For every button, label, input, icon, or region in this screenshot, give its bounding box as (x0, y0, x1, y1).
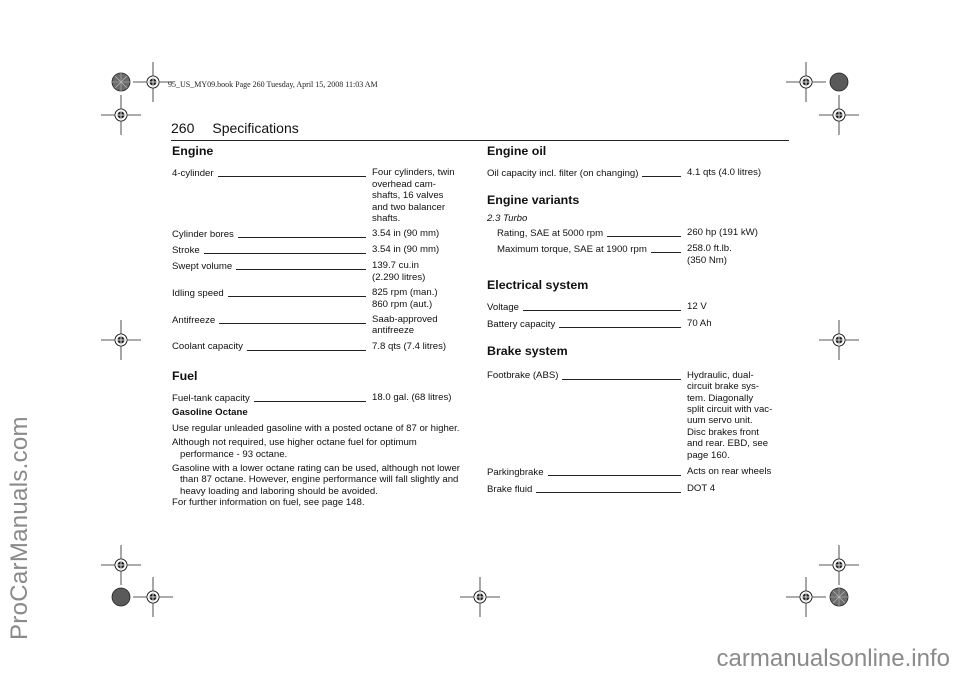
spec-value (372, 314, 438, 337)
leader-line (607, 227, 681, 237)
spec-row (172, 341, 472, 353)
spec-label-cell (487, 167, 687, 179)
spec-label-cell (497, 227, 687, 239)
spec-value-line: (350 Nm) (687, 254, 727, 266)
spec-label: Cylinder bores (172, 229, 234, 241)
spec-value (687, 167, 761, 178)
spec-value (687, 318, 712, 329)
spec-row (497, 227, 787, 239)
leader-line (559, 318, 681, 328)
spec-value-line: page 160. (687, 449, 730, 461)
engine-oil-table (487, 167, 787, 179)
crosshair-icon (133, 577, 173, 617)
spec-label: Fuel-tank capacity (172, 392, 250, 404)
engine-heading: Engine (172, 144, 214, 158)
spec-label: 4-cylinder (172, 168, 214, 179)
crosshair-icon (819, 577, 859, 617)
spec-row (172, 260, 472, 283)
spec-value (372, 228, 439, 239)
spec-label: Maximum torque, SAE at 1900 rpm (497, 243, 647, 255)
spec-value-line: circuit brake sys- (687, 381, 759, 393)
spec-label-cell (172, 244, 372, 256)
watermark-left (4, 280, 52, 680)
spec-row (487, 466, 787, 478)
spec-value-line: Acts on rear wheels (687, 466, 772, 478)
spec-label: Parkingbrake (487, 466, 544, 478)
spec-label-cell (172, 228, 372, 240)
spec-value (372, 260, 425, 283)
spec-value-line: 12 V (687, 301, 707, 313)
book-header: 95_US_MY09.book Page 260 Tuesday, April 15, 2008 11:03 AM (168, 80, 378, 89)
spec-value-line: Hydraulic, dual- (687, 369, 754, 381)
spec-value-line: split circuit with vac- (687, 404, 773, 416)
spec-label: Oil capacity incl. filter (on changing) (487, 168, 639, 179)
fuel-table (172, 392, 472, 404)
spec-value (372, 287, 438, 310)
spec-value-line: 7.8 qts (7.4 litres) (372, 340, 447, 352)
spec-row (172, 228, 472, 240)
spec-value-line: (2.290 litres) (372, 271, 426, 283)
leader-line (642, 167, 681, 177)
spec-label-cell (497, 243, 687, 255)
fuel-further-info: For further information on fuel, see page 148. (172, 497, 365, 509)
spec-label: Voltage (487, 302, 520, 314)
spec-value-line: 258.0 ft.lb. (687, 243, 732, 255)
leader-line (219, 314, 366, 324)
spec-row (497, 243, 787, 266)
spec-value-line: Disc brakes front (687, 426, 759, 438)
spec-value-line: 3.54 in (90 mm) (372, 244, 440, 256)
spec-label-cell (487, 370, 687, 382)
engine-table (172, 167, 472, 352)
crosshair-icon (819, 95, 859, 135)
leader-line (548, 466, 681, 476)
right-column (487, 146, 787, 495)
leader-line (562, 370, 681, 380)
spec-value-line: and two balancer (372, 201, 446, 213)
spec-value (687, 301, 707, 312)
leader-line (204, 244, 366, 254)
engine-variants-table (487, 227, 787, 266)
spec-label-cell (172, 287, 372, 299)
spec-label-cell (172, 314, 372, 326)
spec-label-cell (487, 466, 687, 478)
spec-value-line: antifreeze (372, 325, 415, 337)
spec-value-line: Saab-approved (372, 314, 438, 326)
fuel-paragraph-3: Gasoline with a lower octane rating can be used, although not lower than 87 octane. However, engine performance will fall slightly and heavy loading and laboring should be avoided. (172, 462, 460, 497)
page-section: Specifications (212, 120, 299, 136)
spec-label: Antifreeze (172, 314, 216, 326)
spec-value-line: 260 hp (191 kW) (687, 227, 758, 239)
spec-label: Footbrake (ABS) (487, 370, 559, 382)
engine-oil-heading: Engine oil (487, 144, 547, 158)
page-heading (171, 120, 299, 136)
spec-label: Coolant capacity (172, 341, 243, 353)
engine-variant-name: 2.3 Turbo (487, 212, 528, 224)
spec-label-cell (487, 301, 687, 313)
spec-value-line: Four cylinders, twin (372, 167, 455, 179)
spec-label-cell (172, 260, 372, 272)
left-column (172, 146, 472, 509)
spec-row (487, 318, 787, 330)
crosshair-icon (819, 320, 859, 360)
spec-value-line: 70 Ah (687, 318, 712, 330)
fuel-paragraph-2: Although not required, use higher octane fuel for optimum performance - 93 octane. (172, 437, 417, 460)
spec-label-cell (172, 341, 372, 353)
spec-label-cell (172, 167, 372, 179)
spec-value (687, 227, 758, 238)
leader-line (536, 483, 681, 493)
spec-value (687, 466, 771, 477)
leader-line (236, 260, 366, 270)
fuel-heading: Fuel (172, 368, 198, 383)
crosshair-icon (101, 95, 141, 135)
spec-row (172, 287, 472, 310)
watermark-left-text: ProCarManuals.com (6, 416, 33, 640)
spec-label: Stroke (172, 245, 200, 257)
spec-value-line: and rear. EBD, see (687, 438, 769, 450)
electrical-heading: Electrical system (487, 278, 589, 293)
engine-variants-heading: Engine variants (487, 193, 580, 208)
spec-row (487, 167, 787, 179)
spec-row (487, 483, 787, 495)
watermark-bottom: carmanualsonline.info (716, 645, 950, 672)
brake-table (487, 370, 787, 495)
electrical-table (487, 301, 787, 330)
leader-line (523, 301, 681, 311)
leader-line (228, 287, 366, 297)
crosshair-icon (460, 577, 500, 617)
spec-label: Rating, SAE at 5000 rpm (497, 227, 604, 239)
spec-label: Swept volume (172, 261, 233, 273)
spec-value-line: uum servo unit. (687, 415, 753, 427)
spec-value (372, 167, 455, 224)
spec-row (172, 244, 472, 256)
header-rule (171, 140, 789, 141)
brake-heading: Brake system (487, 344, 568, 359)
spec-row (172, 167, 472, 224)
leader-line (651, 243, 681, 253)
spec-value (687, 243, 732, 266)
spec-value (687, 483, 715, 494)
leader-line (218, 167, 366, 177)
leader-line (254, 392, 366, 402)
page-number: 260 (171, 120, 195, 136)
spec-value (372, 341, 446, 352)
spec-label: Idling speed (172, 287, 224, 299)
spec-value-line: tem. Diagonally (687, 392, 754, 404)
spec-value (687, 370, 772, 461)
spec-value (372, 244, 439, 255)
spec-value-line: 860 rpm (aut.) (372, 298, 433, 310)
crosshair-icon (101, 320, 141, 360)
spec-value-line: 18.0 gal. (68 litres) (372, 392, 452, 404)
spec-value-line: 3.54 in (90 mm) (372, 228, 440, 240)
spec-value-line: DOT 4 (687, 483, 716, 495)
fuel-paragraph-1: Use regular unleaded gasoline with a posted octane of 87 or higher. (172, 422, 460, 434)
spec-label-cell (172, 392, 372, 404)
octane-heading: Gasoline Octane (172, 407, 248, 419)
spec-label-cell (487, 483, 687, 495)
spec-label: Brake fluid (487, 483, 533, 495)
spec-value-line: 139.7 cu.in (372, 260, 419, 272)
spec-value-line: 4.1 qts (4.0 litres) (687, 167, 762, 179)
spec-row (172, 314, 472, 337)
spec-value (372, 392, 451, 403)
spec-value-line: overhead cam- (372, 178, 436, 190)
leader-line (247, 341, 366, 351)
leader-line (238, 228, 366, 238)
spec-row (172, 392, 472, 404)
spec-row (487, 370, 787, 461)
spec-value-line: shafts. (372, 213, 401, 225)
spec-value-line: shafts, 16 valves (372, 190, 444, 202)
spec-label: Battery capacity (487, 319, 556, 331)
spec-value-line: 825 rpm (man.) (372, 287, 438, 299)
spec-label-cell (487, 318, 687, 330)
spec-row (487, 301, 787, 313)
